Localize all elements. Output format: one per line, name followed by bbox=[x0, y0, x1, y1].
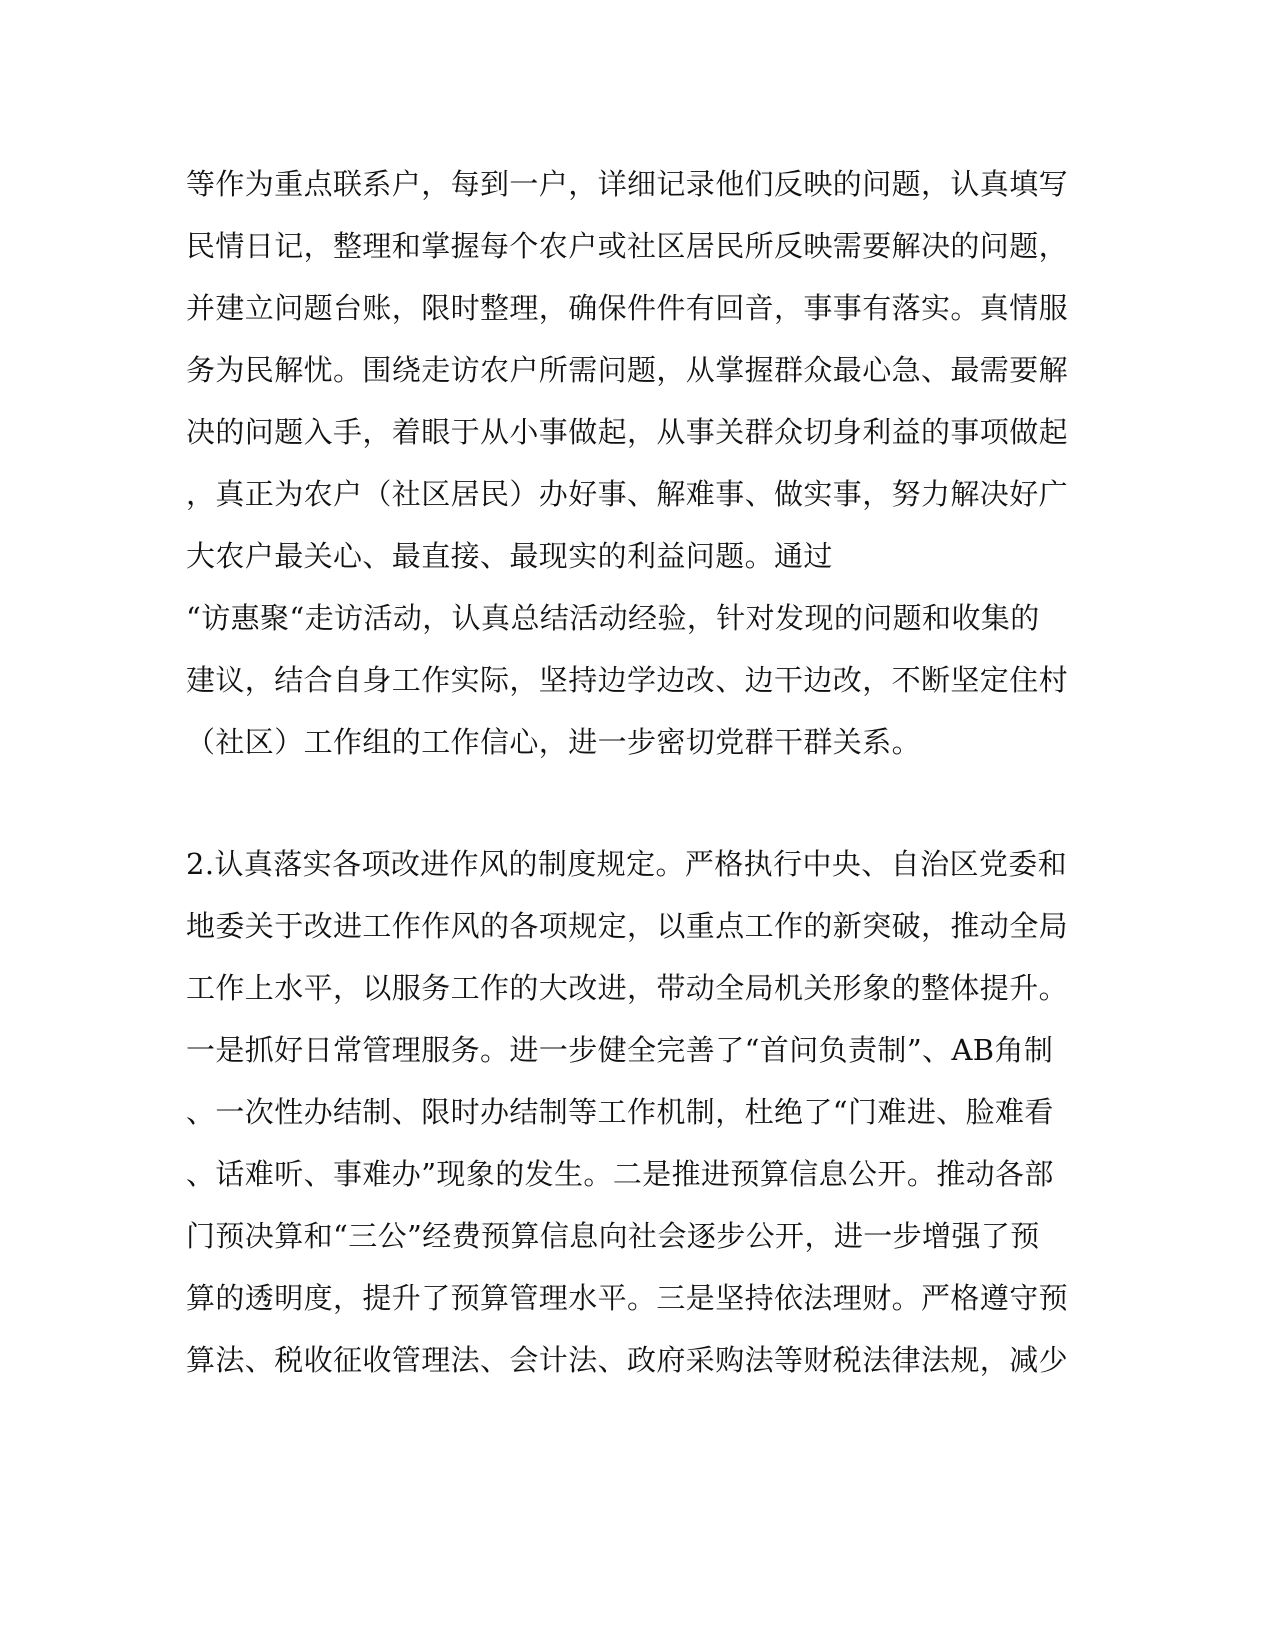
paragraph-2-line: 、话难听、事难办”现象的发生。二是推进预算信息公开。推动各部 bbox=[186, 1157, 1054, 1191]
paragraph-2-line: 地委关于改进工作作风的各项规定，以重点工作的新突破，推动全局 bbox=[186, 909, 1069, 943]
paragraph-2-line: 算法、税收征收管理法、会计法、政府采购法等财税法律法规，减少 bbox=[186, 1343, 1069, 1377]
paragraph-2-line: 2.认真落实各项改进作风的制度规定。严格执行中央、自治区党委和 bbox=[186, 847, 1068, 881]
paragraph-2-line: 一是抓好日常管理服务。进一步健全完善了“首问负责制”、AB角制 bbox=[186, 1033, 1054, 1067]
paragraph-1-line: 决的问题入手，着眼于从小事做起，从事关群众切身利益的事项做起 bbox=[186, 415, 1069, 449]
paragraph-1-line: （社区）工作组的工作信心，进一步密切党群干群关系。 bbox=[186, 725, 922, 759]
paragraph-1-line: 大农户最关心、最直接、最现实的利益问题。通过 bbox=[186, 539, 833, 573]
paragraph-2-line: 门预决算和“三公”经费预算信息向社会逐步公开，进一步增强了预 bbox=[186, 1219, 1040, 1253]
paragraph-2-line: 工作上水平，以服务工作的大改进，带动全局机关形象的整体提升。 bbox=[186, 971, 1069, 1005]
paragraph-1-line: ，真正为农户（社区居民）办好事、解难事、做实事，努力解决好广 bbox=[186, 477, 1069, 511]
paragraph-1-line: 并建立问题台账，限时整理，确保件件有回音，事事有落实。真情服 bbox=[186, 291, 1069, 325]
paragraph-2-line: 算的透明度，提升了预算管理水平。三是坚持依法理财。严格遵守预 bbox=[186, 1281, 1069, 1315]
paragraph-1-line: 等作为重点联系户，每到一户，详细记录他们反映的问题，认真填写 bbox=[186, 167, 1069, 201]
paragraph-1-line: 民情日记，整理和掌握每个农户或社区居民所反映需要解决的问题， bbox=[186, 229, 1069, 263]
paragraph-2-line: 、一次性办结制、限时办结制等工作机制，杜绝了“门难进、脸难看 bbox=[186, 1095, 1054, 1129]
paragraph-1-line: 建议，结合自身工作实际，坚持边学边改、边干边改，不断坚定住村 bbox=[186, 663, 1069, 697]
paragraph-1-line: 务为民解忧。围绕走访农户所需问题，从掌握群众最心急、最需要解 bbox=[186, 353, 1069, 387]
paragraph-1-line: “访惠聚“走访活动，认真总结活动经验，针对发现的问题和收集的 bbox=[186, 601, 1040, 635]
